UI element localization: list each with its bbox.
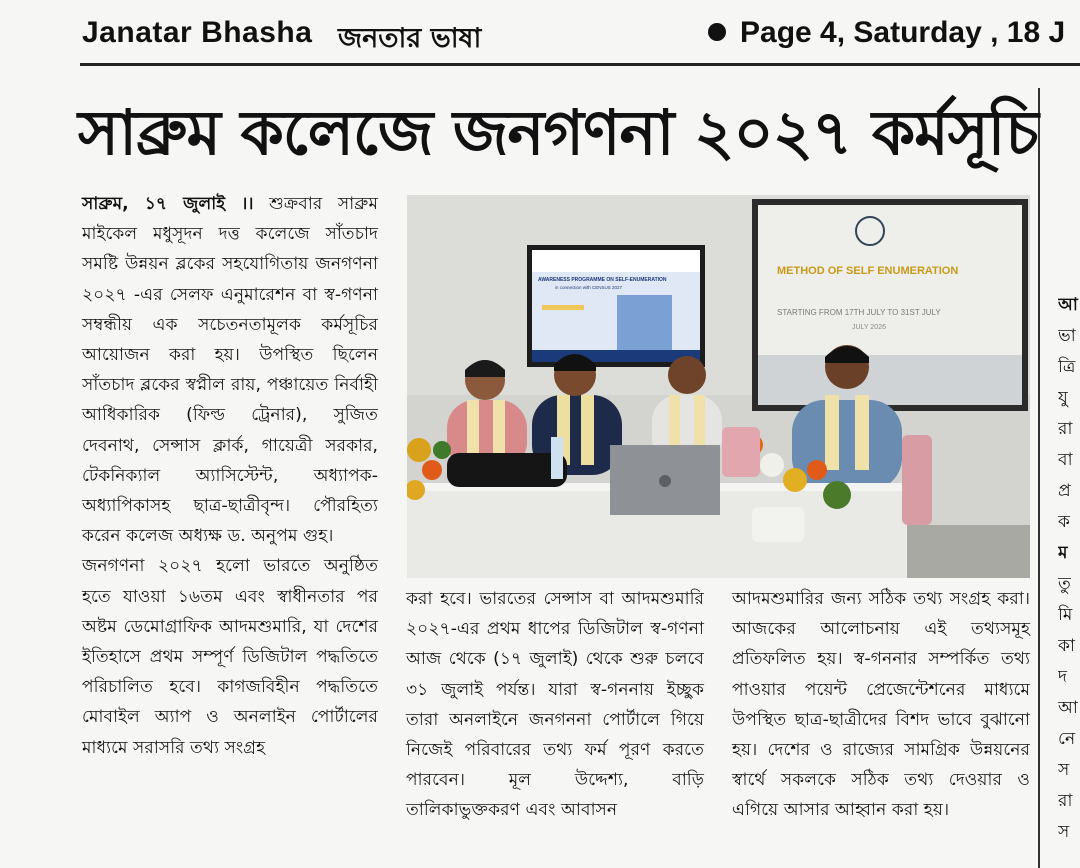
- next-article-line: দ: [1058, 667, 1068, 687]
- column-2-text: করা হবে। ভারতের সেন্সাস বা আদমশুমারি ২০২৭-এর প্রথম ধাপের ডিজিটাল স্ব-গণনা আজ থেকে (১৭ জুলাই) থেকে শুরু চলবে ৩১ জুলাই পর্যন্ত। যারা স্ব-গননায় ইচ্ছুক তারা অনলাইনে জনগননা পোর্টালে গিয়ে নিজেই পরিবারের তথ্য ফর্ম পূরণ করতে পারবেন। মূল উদ্দেশ্য, বাড়ি তালিকাভুক্তকরণ এবং আবাসন: [406, 589, 704, 821]
- article-column-2: [406, 584, 704, 826]
- page-info-text: Page 4, Saturday , 18 J: [740, 16, 1066, 49]
- screen-subtitle: STARTING FROM 17TH JULY TO 31ST JULY: [777, 308, 941, 317]
- next-article-line: ম: [1058, 543, 1068, 563]
- next-article-line: কা: [1058, 636, 1076, 656]
- column-divider: [1038, 88, 1040, 868]
- screen-title: METHOD OF SELF ENUMERATION: [777, 265, 959, 277]
- newspaper-name-bengali: জনতার ভাষা: [338, 23, 482, 54]
- page-info: [708, 16, 1065, 50]
- next-article-line: আ: [1058, 295, 1079, 315]
- article-headline: সাব্রুম কলেজে জনগণনা ২০২৭ কর্মসূচি: [78, 96, 1038, 169]
- next-article-line: রা: [1058, 791, 1073, 811]
- tv-title: AWARENESS PROGRAMME ON SELF-ENUMERATION: [538, 277, 667, 283]
- next-article-line: তু: [1058, 574, 1071, 594]
- masthead: [0, 0, 1080, 66]
- next-article-line: মি: [1058, 605, 1073, 625]
- next-article-line: স: [1058, 760, 1070, 780]
- next-article-line: নে: [1058, 729, 1076, 749]
- column-3-text: আদমশুমারির জন্য সঠিক তথ্য সংগ্রহ করা। আজকের আলোচনায় এই তথ্যসমূহ প্রতিফলিত হয়। স্ব-গননার সম্পর্কিত তথ্য পাওয়ার পয়েন্ট প্রেজেন্টেশনের মাধ্যমে উপস্থিত ছাত্র-ছাত্রীদের বিশদ ভাবে বুঝানো হয়। দেশের ও রাজ্যের সামগ্রিক উন্নয়নের স্বার্থে সকলকে সঠিক তথ্য দেওয়ার ও এগিয়ে আসার আহ্বান করা হয়।: [732, 589, 1030, 821]
- next-article-line: আ: [1058, 698, 1079, 718]
- paragraph-1: [82, 189, 378, 551]
- paragraph-1-text: শুক্রবার সাব্রুম মাইকেল মধুসূদন দত্ত কলেজে সাঁতচাদ সমষ্টি উন্নয়ন ব্লকের সহযোগিতায় জনগণনা ২০২৭ -এর সেলফ এনুমারেশন বা স্ব-গণনা সম্বন্ধীয় এক সচেতনতামূলক কর্মসূচির আয়োজন করা হয়। উপস্থিত ছিলেন সাঁতচাদ ব্লকের স্বপ্নীল রায়, পঞ্চায়েত নির্বাহী আধিকারিক (ফিল্ড ট্রেনার), সুজিত দেবনাথ, সেন্সাস ক্লার্ক, গায়েত্রী সরকার, টেকনিক্যাল অ্যাসিস্টেন্ট, অধ্যাপক-অধ্যাপিকাসহ ছাত্র-ছাত্রীবৃন্দ। পৌরহিত্য করেন কলেজ অধ্যক্ষ ড. অনুপম গুহ।: [82, 194, 379, 547]
- next-article-line: বা: [1058, 450, 1073, 470]
- dateline: সাব্রুম, ১৭ জুলাই ।।: [82, 194, 254, 214]
- article-column-3: [732, 584, 1030, 826]
- article-column-1: [82, 189, 378, 763]
- next-article-line: প্র: [1058, 481, 1071, 501]
- next-article-line: ত্রি: [1058, 357, 1076, 377]
- bullet-icon: [708, 23, 726, 41]
- tv-subtitle: in connection with CENSUS 2027: [555, 285, 623, 290]
- next-article-line: রা: [1058, 419, 1073, 439]
- event-photo-drawing: [407, 195, 1030, 578]
- screen-footer: JULY 2026: [852, 324, 886, 331]
- masthead-rule: [80, 63, 1080, 66]
- newspaper-name: Janatar Bhasha: [82, 16, 313, 49]
- event-photo: [407, 195, 1030, 578]
- next-article-line: ক: [1058, 512, 1071, 532]
- next-article-line: ভা: [1058, 326, 1076, 346]
- paragraph-2: জনগণনা ২০২৭ হলো ভারতে অনুষ্ঠিত হতে যাওয়া ১৬তম এবং স্বাধীনতার পর অষ্টম ডেমোগ্রাফিক আদমশুমারি, যা দেশের ইতিহাসে প্রথম সম্পূর্ণ ডিজিটাল পদ্ধতিতে পরিচালিত হবে। কাগজবিহীন পদ্ধতিতে মোবাইল অ্যাপ ও অনলাইন পোর্টালের মাধ্যমে সরাসরি তথ্য সংগ্রহ: [82, 556, 378, 758]
- next-article-column: [1058, 290, 1080, 848]
- next-article-line: স: [1058, 822, 1070, 842]
- next-article-line: যু: [1058, 388, 1068, 408]
